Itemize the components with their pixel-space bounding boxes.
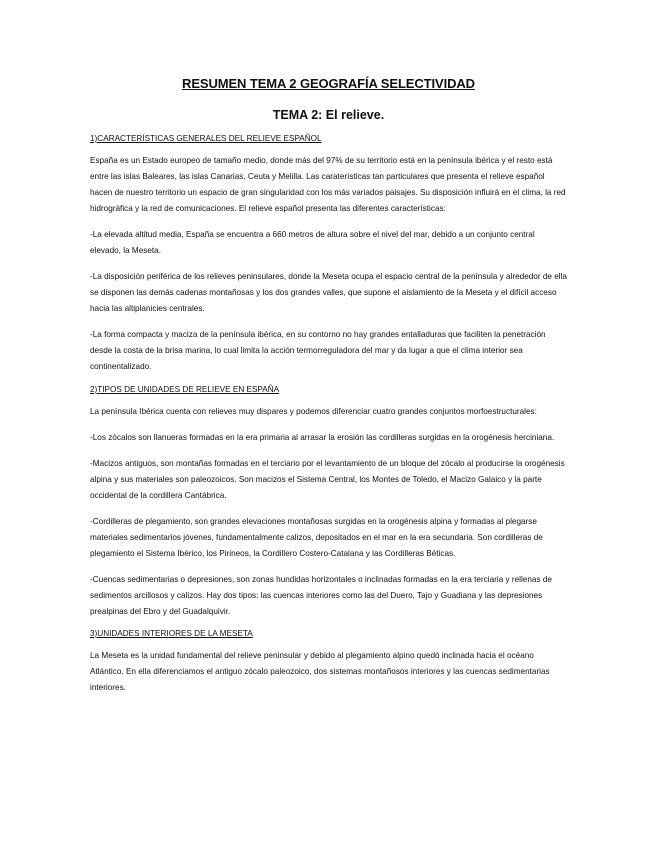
- paragraph: -Cuencas sedimentarias o depresiones, son zonas hundidas horizontales o inclinadas formadas en la era terciaria y rellenas de sedimentos arcillosos y calizos. Hay dos tipos: las cuencas interiores como las del Duero, Tajo y Guadiana y las depresiones prealpinas del Ebro y del Guadalquivir.: [90, 575, 552, 616]
- paragraph: La península Ibérica cuenta con relieves muy dispares y podemos diferenciar cuatro grandes conjuntos morfoestructurales:: [90, 407, 537, 416]
- paragraph: -La forma compacta y maciza de la península ibérica, en su contorno no hay grandes entalladuras que faciliten la penetración desde la costa de la brisa marina, lo cual limita la acción termorreguladora del mar y da lugar a que el clima interior sea continentalizado.: [90, 330, 546, 371]
- section-heading: 1)CARACTERÍSTICAS GENERALES DEL RELIEVE ESPAÑOL: [90, 134, 322, 143]
- document-subtitle: TEMA 2: El relieve.: [272, 108, 385, 122]
- section-unidades-meseta: [90, 629, 567, 696]
- document-title: RESUMEN TEMA 2 GEOGRAFÍA SELECTIVIDAD: [182, 76, 475, 91]
- paragraph: -Cordilleras de plegamiento, son grandes elevaciones montañosas surgidas en la orogénesis alpina y formadas al plegarse materiales sedimentarios jóvenes, fundamentalmente calizos, depositados en el mar en la era secundaria. Son cordilleras de plegamiento el Sistema Ibérico, los Pirineos, la Cordillero Costero-Catalana y las Cordilleras Béticas.: [90, 517, 543, 558]
- section-heading: 2)TIPOS DE UNIDADES DE RELIEVE EN ESPAÑA: [90, 385, 280, 394]
- paragraph: España es un Estado europeo de tamaño medio, donde más del 97% de su territorio está en la península ibérica y el resto está entre las islas Baleares, las islas Canarias, Ceuta y Melilla. Las caraterísticas tan particulares que presenta el relieve español hacen de nuestro territorio un espacio de gran singularidad con los más variados paisajes. Su disposición influirá en el clima, la red hidrográfica y la red de comunicaciones. El relieve español presenta las diferentes características:: [90, 156, 566, 213]
- paragraph: -Macizos antiguos, son montañas formadas en el terciario por el levantamiento de un bloque del zócalo al producirse la orogénesis alpina y sus materiales son paleozoicos. Son macizos el Sistema Central, los Montes de Toledo, el Macizo Galaico y la parte occidental de la cordillera Cantábrica.: [90, 459, 565, 500]
- section-caracteristicas: [90, 134, 567, 375]
- paragraph: -La elevada altitud media, España se encuentra a 660 metros de altura sobre el nivel del mar, debido a un conjunto central elevado, la Meseta.: [90, 230, 535, 255]
- section-tipos-unidades: [90, 385, 567, 620]
- paragraph: La Meseta es la unidad fundamental del relieve peninsular y debido al plegamiento alpino quedó inclinada hacia el océano Atlántico. En ella diferenciamos el antiguo zócalo paleozoico, dos sistemas montañosos interiores y las cuencas sedimentarias interiores.: [90, 651, 550, 692]
- paragraph: -La disposición periférica de los relieves peninsulares, donde la Meseta ocupa el espacio central de la península y alrededor de ella se disponen las demás cadenas montañosas y los dos grandes valles, que supone el aislamiento de la Meseta y el difícil acceso hacia las altiplanicies centrales.: [90, 272, 567, 313]
- paragraph: -Los zócalos son llanueras formadas en la era primaria al arrasar la erosión las cordilleras surgidas en la orogénesis herciniana.: [90, 433, 555, 442]
- section-heading: 3)UNIDADES INTERIORES DE LA MESETA: [90, 629, 253, 638]
